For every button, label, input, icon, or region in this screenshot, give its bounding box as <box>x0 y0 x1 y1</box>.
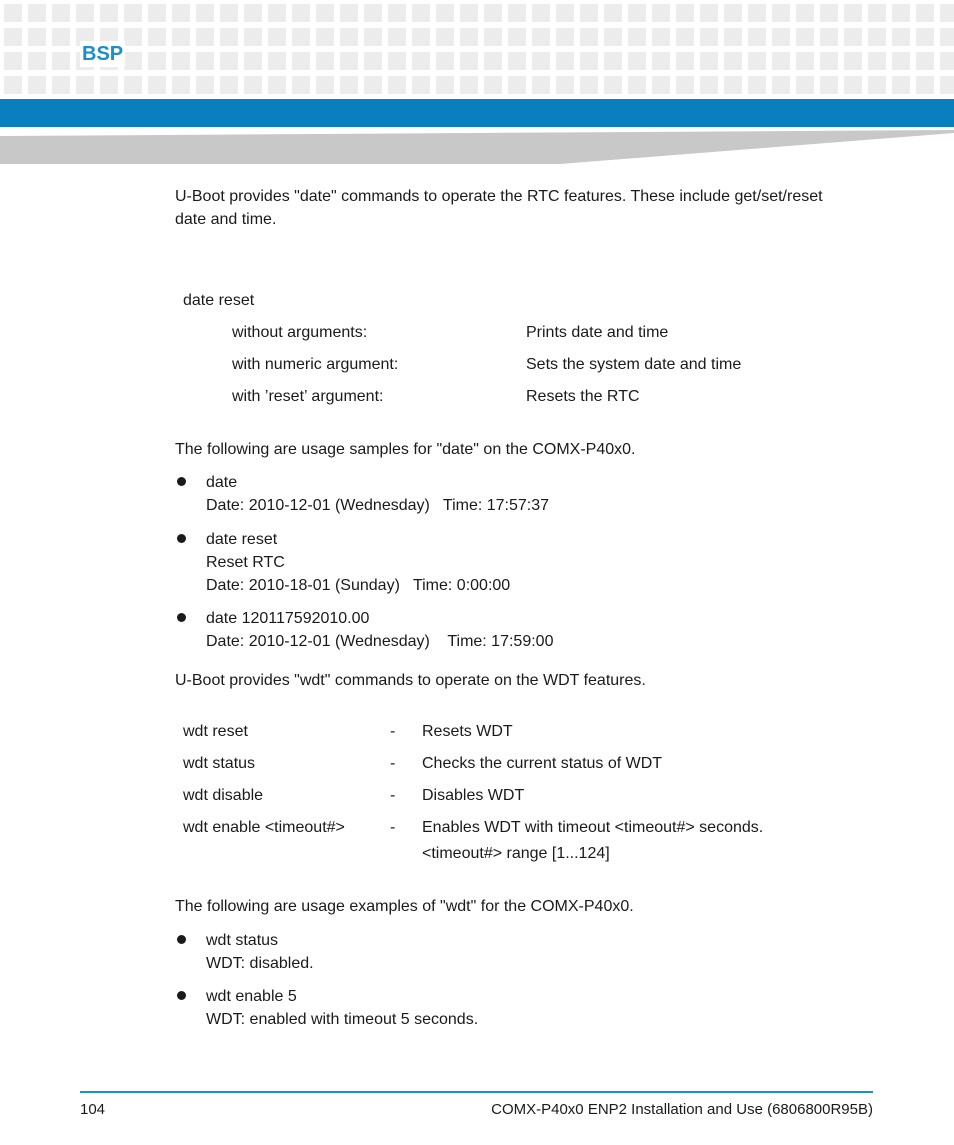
pattern-square <box>388 76 406 94</box>
pattern-square <box>460 52 478 70</box>
pattern-square <box>316 52 334 70</box>
pattern-square <box>460 28 478 46</box>
pattern-square <box>28 76 46 94</box>
pattern-square <box>628 4 646 22</box>
pattern-square <box>580 76 598 94</box>
pattern-square <box>916 76 934 94</box>
pattern-square <box>268 76 286 94</box>
pattern-square <box>676 52 694 70</box>
pattern-square <box>940 52 954 70</box>
pattern-square <box>52 76 70 94</box>
wdt-sample-line: WDT: enabled with timeout 5 seconds. <box>206 1011 479 1028</box>
date-sample-line: Date: 2010-12-01 (Wednesday) Time: 17:57:37 <box>206 497 550 514</box>
bullet-icon <box>177 613 186 622</box>
pattern-square <box>340 52 358 70</box>
pattern-square <box>292 76 310 94</box>
document-title: COMX-P40x0 ENP2 Installation and Use (6806800R95B) <box>491 1101 873 1118</box>
pattern-square <box>76 76 94 94</box>
pattern-square <box>340 76 358 94</box>
pattern-square <box>124 52 142 70</box>
pattern-square <box>100 76 118 94</box>
pattern-square <box>148 4 166 22</box>
pattern-square <box>460 76 478 94</box>
date-arg-label: without arguments: <box>232 324 368 341</box>
date-intro-paragraph-line2: date and time. <box>175 211 277 228</box>
pattern-square <box>292 28 310 46</box>
pattern-square <box>292 52 310 70</box>
date-arg-description: Resets the RTC <box>526 388 640 405</box>
wdt-sample-line: WDT: disabled. <box>206 955 314 972</box>
pattern-square <box>508 52 526 70</box>
pattern-square <box>748 4 766 22</box>
pattern-square <box>820 28 838 46</box>
pattern-square <box>196 76 214 94</box>
pattern-square <box>892 4 910 22</box>
wdt-separator: - <box>390 723 396 740</box>
header-grey-wedge <box>0 130 954 164</box>
date-arg-description: Sets the system date and time <box>526 356 742 373</box>
pattern-square <box>244 28 262 46</box>
pattern-square <box>532 76 550 94</box>
date-arg-label: with ’reset’ argument: <box>232 388 384 405</box>
pattern-square <box>556 4 574 22</box>
pattern-square <box>868 52 886 70</box>
wdt-command: wdt status <box>183 755 256 772</box>
pattern-square <box>412 52 430 70</box>
wdt-command: wdt reset <box>183 723 248 740</box>
date-sample-line: Date: 2010-18-01 (Sunday) Time: 0:00:00 <box>206 577 511 594</box>
pattern-square <box>940 4 954 22</box>
date-sample-line: date 120117592010.00 <box>206 610 370 627</box>
pattern-square <box>820 4 838 22</box>
pattern-square <box>844 76 862 94</box>
wdt-description: Checks the current status of WDT <box>422 755 663 772</box>
pattern-square <box>436 52 454 70</box>
pattern-square <box>244 76 262 94</box>
date-arg-label: with numeric argument: <box>232 356 399 373</box>
pattern-square <box>532 28 550 46</box>
wdt-separator: - <box>390 755 396 772</box>
wdt-sample-line: wdt status <box>206 932 279 949</box>
pattern-square <box>676 4 694 22</box>
pattern-square <box>892 52 910 70</box>
pattern-square <box>100 4 118 22</box>
pattern-square <box>436 4 454 22</box>
pattern-square <box>364 76 382 94</box>
wdt-description-continued: <timeout#> range [1...124] <box>422 845 610 862</box>
pattern-square <box>268 28 286 46</box>
pattern-square <box>4 28 22 46</box>
pattern-square <box>796 52 814 70</box>
pattern-square <box>772 52 790 70</box>
pattern-square <box>340 28 358 46</box>
wdt-command: wdt enable <timeout#> <box>183 819 345 836</box>
pattern-square <box>28 28 46 46</box>
pattern-square <box>748 76 766 94</box>
pattern-square <box>772 28 790 46</box>
pattern-square <box>52 4 70 22</box>
wdt-samples-intro: The following are usage examples of "wdt" for the COMX-P40x0. <box>175 898 634 915</box>
pattern-square <box>316 76 334 94</box>
pattern-square <box>868 28 886 46</box>
pattern-square <box>148 52 166 70</box>
wdt-intro-paragraph: U-Boot provides "wdt" commands to operate on the WDT features. <box>175 672 646 689</box>
date-syntax-command: date reset <box>183 292 255 309</box>
pattern-square <box>196 52 214 70</box>
pattern-square <box>364 4 382 22</box>
pattern-square <box>676 76 694 94</box>
pattern-square <box>868 4 886 22</box>
wdt-description: Disables WDT <box>422 787 525 804</box>
pattern-square <box>460 4 478 22</box>
pattern-square <box>604 4 622 22</box>
date-arg-description: Prints date and time <box>526 324 669 341</box>
pattern-square <box>484 4 502 22</box>
pattern-square <box>796 4 814 22</box>
date-sample-line: Reset RTC <box>206 554 285 571</box>
pattern-square <box>796 76 814 94</box>
pattern-square <box>4 52 22 70</box>
pattern-square <box>364 52 382 70</box>
pattern-square <box>748 52 766 70</box>
pattern-square <box>676 28 694 46</box>
pattern-square <box>628 52 646 70</box>
pattern-square <box>868 76 886 94</box>
pattern-square <box>628 76 646 94</box>
footer-rule <box>80 1091 873 1093</box>
date-sample-line: Date: 2010-12-01 (Wednesday) Time: 17:59:00 <box>206 633 554 650</box>
pattern-square <box>412 28 430 46</box>
pattern-square <box>772 76 790 94</box>
pattern-square <box>316 4 334 22</box>
pattern-square <box>532 4 550 22</box>
pattern-square <box>76 4 94 22</box>
pattern-square <box>700 52 718 70</box>
pattern-square <box>724 28 742 46</box>
date-sample-line: date reset <box>206 531 278 548</box>
pattern-square <box>796 28 814 46</box>
wdt-separator: - <box>390 819 396 836</box>
pattern-square <box>580 52 598 70</box>
pattern-square <box>508 76 526 94</box>
pattern-square <box>196 28 214 46</box>
date-sample-line: date <box>206 474 238 491</box>
pattern-square <box>436 76 454 94</box>
pattern-square <box>724 4 742 22</box>
pattern-square <box>892 28 910 46</box>
wdt-description: Enables WDT with timeout <timeout#> seconds. <box>422 819 764 836</box>
pattern-square <box>652 4 670 22</box>
pattern-square <box>508 28 526 46</box>
pattern-square <box>4 76 22 94</box>
pattern-square <box>484 52 502 70</box>
pattern-square <box>148 28 166 46</box>
pattern-square <box>508 4 526 22</box>
pattern-square <box>292 4 310 22</box>
pattern-square <box>556 76 574 94</box>
bullet-icon <box>177 935 186 944</box>
pattern-square <box>916 52 934 70</box>
pattern-square <box>940 76 954 94</box>
pattern-square <box>172 76 190 94</box>
pattern-square <box>844 52 862 70</box>
pattern-square <box>484 76 502 94</box>
date-intro-paragraph: U-Boot provides "date" commands to operate the RTC features. These include get/set/reset <box>175 188 823 205</box>
pattern-square <box>388 52 406 70</box>
wdt-command: wdt disable <box>183 787 264 804</box>
pattern-square <box>148 76 166 94</box>
pattern-square <box>916 4 934 22</box>
pattern-square <box>700 76 718 94</box>
pattern-square <box>700 4 718 22</box>
pattern-square <box>844 28 862 46</box>
wdt-description: Resets WDT <box>422 723 513 740</box>
pattern-square <box>940 28 954 46</box>
pattern-square <box>220 4 238 22</box>
pattern-square <box>364 28 382 46</box>
pattern-square <box>268 52 286 70</box>
pattern-square <box>220 28 238 46</box>
pattern-square <box>124 76 142 94</box>
pattern-square <box>316 28 334 46</box>
bullet-icon <box>177 477 186 486</box>
pattern-square <box>604 52 622 70</box>
pattern-square <box>820 76 838 94</box>
date-samples-intro: The following are usage samples for "date" on the COMX-P40x0. <box>175 441 636 458</box>
pattern-square <box>772 4 790 22</box>
pattern-square <box>580 4 598 22</box>
section-title: BSP <box>82 43 124 65</box>
pattern-square <box>724 76 742 94</box>
pattern-square <box>412 76 430 94</box>
pattern-square <box>556 28 574 46</box>
pattern-square <box>220 76 238 94</box>
pattern-square <box>916 28 934 46</box>
pattern-square <box>220 52 238 70</box>
pattern-square <box>244 52 262 70</box>
pattern-square <box>436 28 454 46</box>
pattern-square <box>172 4 190 22</box>
pattern-square <box>4 4 22 22</box>
pattern-square <box>52 28 70 46</box>
pattern-square <box>412 4 430 22</box>
pattern-square <box>604 28 622 46</box>
pattern-square <box>652 28 670 46</box>
pattern-square <box>604 76 622 94</box>
pattern-square <box>532 52 550 70</box>
pattern-square <box>748 28 766 46</box>
pattern-square <box>196 4 214 22</box>
pattern-square <box>28 4 46 22</box>
pattern-square <box>700 28 718 46</box>
pattern-square <box>340 4 358 22</box>
pattern-square <box>580 28 598 46</box>
wdt-separator: - <box>390 787 396 804</box>
pattern-square <box>652 52 670 70</box>
pattern-square <box>388 28 406 46</box>
page-number: 104 <box>80 1101 106 1118</box>
pattern-square <box>820 52 838 70</box>
pattern-square <box>172 28 190 46</box>
pattern-square <box>628 28 646 46</box>
pattern-square <box>172 52 190 70</box>
pattern-square <box>652 76 670 94</box>
pattern-square <box>268 4 286 22</box>
wdt-sample-line: wdt enable 5 <box>206 988 297 1005</box>
pattern-square <box>892 76 910 94</box>
pattern-square <box>124 4 142 22</box>
header-blue-bar <box>0 99 954 127</box>
pattern-square <box>124 28 142 46</box>
bullet-icon <box>177 991 186 1000</box>
pattern-square <box>484 28 502 46</box>
pattern-square <box>244 4 262 22</box>
pattern-square <box>388 4 406 22</box>
pattern-square <box>724 52 742 70</box>
pattern-square <box>52 52 70 70</box>
pattern-square <box>844 4 862 22</box>
bullet-icon <box>177 534 186 543</box>
header-pattern <box>0 0 954 96</box>
pattern-square <box>28 52 46 70</box>
pattern-square <box>556 52 574 70</box>
